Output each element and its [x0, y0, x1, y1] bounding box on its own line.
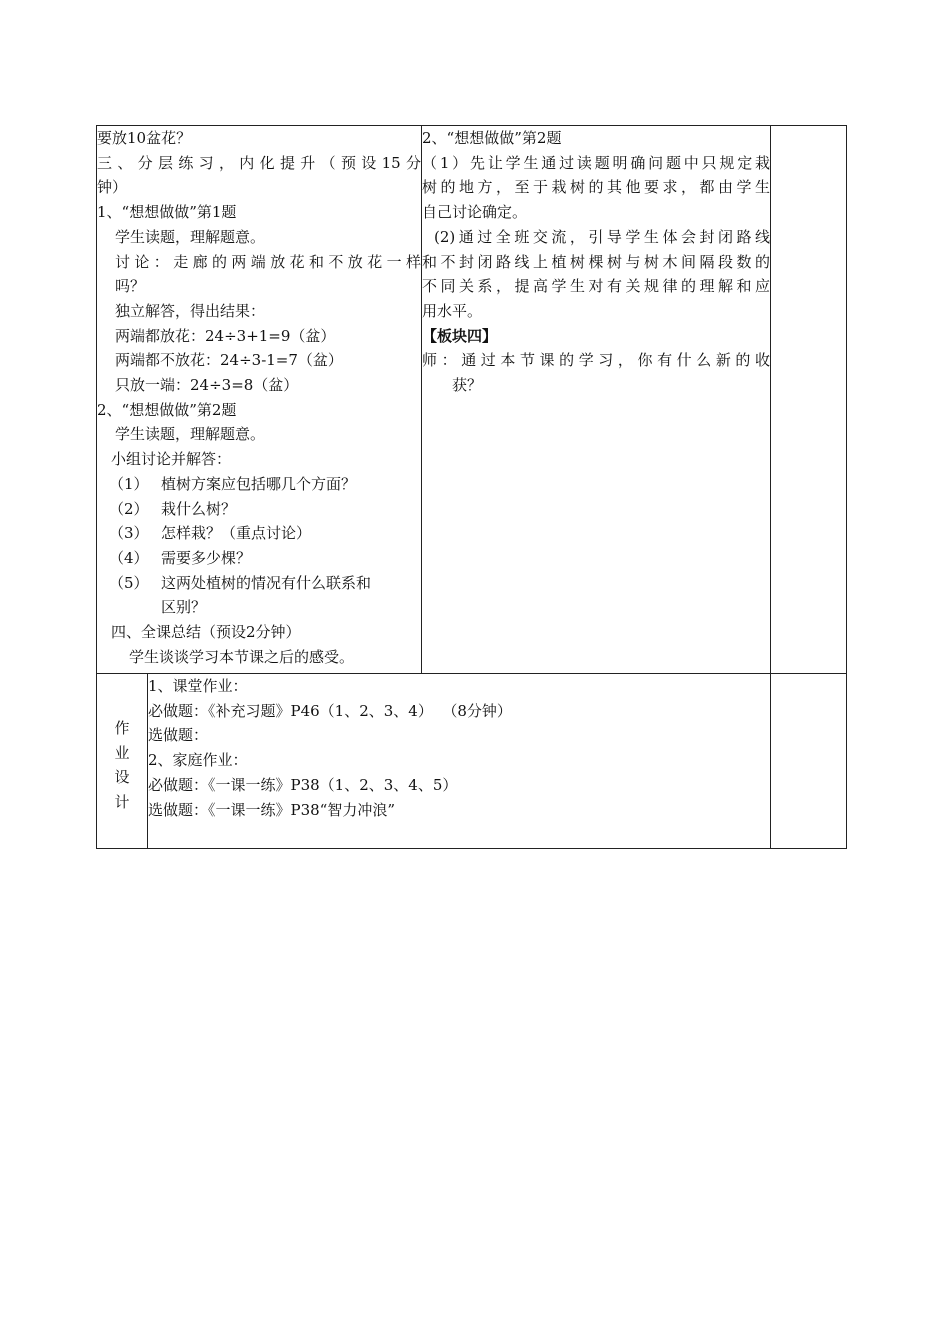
homework-line: 选做题： — [148, 726, 209, 745]
notes-cell — [771, 674, 847, 849]
discussion-item-continued: 区别？ — [161, 598, 207, 617]
teaching-process-row — [97, 126, 847, 674]
text-line: 吗？ — [115, 277, 146, 296]
text-line: 自己讨论确定。 — [422, 203, 528, 222]
text-line: 学生谈谈学习本节课之后的感受。 — [129, 647, 355, 666]
notes-cell — [771, 126, 847, 674]
homework-heading-class: 1、课堂作业： — [148, 677, 248, 695]
text-line: 讨论：走廊的两端放花和不放花一样 — [115, 252, 422, 271]
text-line: 获？ — [452, 376, 483, 395]
text-line: 用水平。 — [422, 301, 483, 320]
homework-label-cell — [97, 674, 148, 849]
text-line: 独立解答，得出结果： — [115, 301, 266, 320]
text-line: 学生读题，理解题意。 — [115, 227, 266, 246]
text-line: （1）先让学生通过读题明确问题中只规定栽 — [422, 153, 771, 172]
text-line: 师：通过本节课的学习，你有什么新的收 — [422, 351, 771, 370]
discussion-item: （4） 需要多少棵？ — [109, 548, 252, 567]
teacher-guidance-cell — [422, 126, 771, 674]
homework-content-cell — [148, 674, 771, 849]
discussion-item: （3） 怎样栽？（重点讨论） — [109, 524, 312, 543]
text-line: 小组讨论并解答： — [111, 450, 232, 469]
text-line: (2)通过全班交流，引导学生体会封闭路线 — [434, 227, 771, 246]
text-line: 要放10盆花？ — [97, 129, 192, 147]
section-heading-summary: 四、全课总结（预设2分钟） — [111, 623, 301, 642]
discussion-item: （5） 这两处植树的情况有什么联系和 — [109, 573, 372, 592]
exercise-heading-1: 1、“想想做做”第1题 — [97, 203, 237, 222]
text-line: 学生读题，理解题意。 — [115, 425, 266, 444]
text-line: 和不封闭路线上植树棵树与树木间隔段数的 — [422, 252, 771, 271]
text-line: 钟） — [97, 178, 128, 197]
text-line: 不同关系，提高学生对有关规律的理解和应 — [422, 277, 771, 296]
section-heading-block4: 【板块四】 — [422, 326, 498, 345]
text-line: 树的地方，至于栽树的其他要求，都由学生 — [422, 178, 771, 197]
answer-line: 只放一端：24÷3=8（盆） — [115, 376, 299, 395]
exercise-heading-2: 2、“想想做做”第2题 — [97, 400, 237, 419]
homework-heading-home: 2、家庭作业： — [148, 751, 248, 770]
answer-line: 两端都放花：24÷3+1=9（盆） — [115, 326, 336, 345]
discussion-item: （2） 栽什么树？ — [109, 499, 237, 518]
homework-line: 必做题：《补充习题》P46（1、2、3、4） （8分钟） — [148, 701, 512, 720]
exercise-heading-2: 2、“想想做做”第2题 — [422, 129, 562, 147]
homework-line: 选做题：《一课一练》P38“智力冲浪” — [148, 800, 396, 819]
section-heading-practice: 三、分层练习，内化提升（预设15分 — [97, 153, 422, 172]
student-activity-cell — [97, 126, 422, 674]
lesson-plan-table — [96, 125, 847, 849]
answer-line: 两端都不放花：24÷3-1=7（盆） — [115, 351, 343, 370]
discussion-item: （1） 植树方案应包括哪几个方面？ — [109, 474, 357, 493]
homework-label: 作 业 设 计 — [114, 719, 130, 811]
homework-line: 必做题：《一课一练》P38（1、2、3、4、5） — [148, 775, 458, 794]
homework-row — [97, 674, 847, 849]
